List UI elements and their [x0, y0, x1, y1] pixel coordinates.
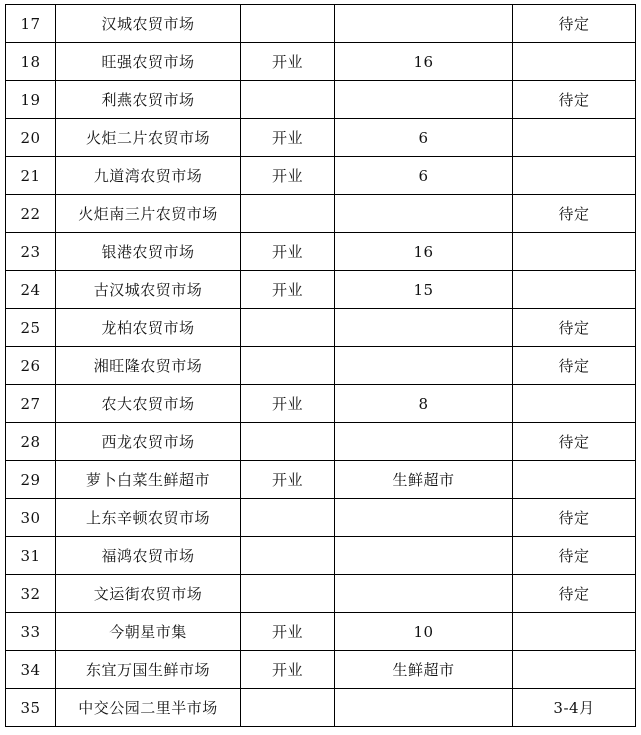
- note-cell: [513, 119, 636, 157]
- status-cell: 开业: [241, 385, 335, 423]
- row-number-cell: 28: [6, 423, 56, 461]
- count-cell: [335, 309, 513, 347]
- note-cell: 待定: [513, 5, 636, 43]
- note-cell: 3-4月: [513, 689, 636, 727]
- row-number-cell: 34: [6, 651, 56, 689]
- note-cell: [513, 385, 636, 423]
- status-cell: 开业: [241, 119, 335, 157]
- table-row: [6, 385, 636, 423]
- count-cell: 8: [335, 385, 513, 423]
- status-cell: 开业: [241, 157, 335, 195]
- count-cell: 生鲜超市: [335, 461, 513, 499]
- note-cell: [513, 613, 636, 651]
- note-cell: [513, 271, 636, 309]
- note-cell: 待定: [513, 347, 636, 385]
- note-cell: 待定: [513, 195, 636, 233]
- status-cell: 开业: [241, 271, 335, 309]
- count-cell: 16: [335, 43, 513, 81]
- count-cell: 10: [335, 613, 513, 651]
- count-cell: [335, 575, 513, 613]
- row-number-cell: 18: [6, 43, 56, 81]
- table-row: [6, 689, 636, 727]
- market-name-cell: 萝卜白菜生鲜超市: [56, 461, 241, 499]
- row-number-cell: 24: [6, 271, 56, 309]
- status-cell: [241, 81, 335, 119]
- row-number-cell: 19: [6, 81, 56, 119]
- market-name-cell: 火炬南三片农贸市场: [56, 195, 241, 233]
- row-number-cell: 29: [6, 461, 56, 499]
- table-row: [6, 43, 636, 81]
- count-cell: [335, 499, 513, 537]
- row-number-cell: 33: [6, 613, 56, 651]
- status-cell: [241, 309, 335, 347]
- table-row: [6, 613, 636, 651]
- status-cell: [241, 537, 335, 575]
- row-number-cell: 31: [6, 537, 56, 575]
- note-cell: 待定: [513, 537, 636, 575]
- table-row: [6, 651, 636, 689]
- market-name-cell: 火炬二片农贸市场: [56, 119, 241, 157]
- row-number-cell: 17: [6, 5, 56, 43]
- table-row: [6, 423, 636, 461]
- row-number-cell: 30: [6, 499, 56, 537]
- table-row: [6, 575, 636, 613]
- market-table: [5, 4, 636, 727]
- count-cell: 15: [335, 271, 513, 309]
- market-name-cell: 利燕农贸市场: [56, 81, 241, 119]
- note-cell: 待定: [513, 81, 636, 119]
- status-cell: [241, 347, 335, 385]
- row-number-cell: 25: [6, 309, 56, 347]
- count-cell: 生鲜超市: [335, 651, 513, 689]
- status-cell: [241, 575, 335, 613]
- count-cell: 16: [335, 233, 513, 271]
- note-cell: [513, 233, 636, 271]
- note-cell: [513, 651, 636, 689]
- market-name-cell: 东宜万国生鲜市场: [56, 651, 241, 689]
- table-row: [6, 195, 636, 233]
- market-name-cell: 福鸿农贸市场: [56, 537, 241, 575]
- status-cell: 开业: [241, 613, 335, 651]
- status-cell: [241, 689, 335, 727]
- status-cell: [241, 423, 335, 461]
- market-name-cell: 龙柏农贸市场: [56, 309, 241, 347]
- row-number-cell: 32: [6, 575, 56, 613]
- market-name-cell: 西龙农贸市场: [56, 423, 241, 461]
- market-name-cell: 汉城农贸市场: [56, 5, 241, 43]
- note-cell: [513, 43, 636, 81]
- table-row: [6, 309, 636, 347]
- row-number-cell: 20: [6, 119, 56, 157]
- table-row: [6, 271, 636, 309]
- market-name-cell: 九道湾农贸市场: [56, 157, 241, 195]
- note-cell: 待定: [513, 309, 636, 347]
- market-name-cell: 中交公园二里半市场: [56, 689, 241, 727]
- market-name-cell: 今朝星市集: [56, 613, 241, 651]
- count-cell: 6: [335, 157, 513, 195]
- market-name-cell: 银港农贸市场: [56, 233, 241, 271]
- market-name-cell: 农大农贸市场: [56, 385, 241, 423]
- status-cell: [241, 499, 335, 537]
- count-cell: [335, 81, 513, 119]
- status-cell: 开业: [241, 43, 335, 81]
- note-cell: [513, 157, 636, 195]
- row-number-cell: 23: [6, 233, 56, 271]
- market-name-cell: 旺强农贸市场: [56, 43, 241, 81]
- count-cell: [335, 195, 513, 233]
- table-row: [6, 157, 636, 195]
- market-name-cell: 古汉城农贸市场: [56, 271, 241, 309]
- note-cell: 待定: [513, 575, 636, 613]
- count-cell: [335, 423, 513, 461]
- note-cell: 待定: [513, 423, 636, 461]
- table-row: [6, 499, 636, 537]
- table-row: [6, 461, 636, 499]
- market-name-cell: 文运街农贸市场: [56, 575, 241, 613]
- row-number-cell: 35: [6, 689, 56, 727]
- row-number-cell: 21: [6, 157, 56, 195]
- count-cell: [335, 537, 513, 575]
- table-row: [6, 5, 636, 43]
- status-cell: [241, 195, 335, 233]
- count-cell: [335, 5, 513, 43]
- status-cell: 开业: [241, 461, 335, 499]
- table-row: [6, 537, 636, 575]
- status-cell: 开业: [241, 651, 335, 689]
- count-cell: [335, 347, 513, 385]
- count-cell: [335, 689, 513, 727]
- market-table-container: [5, 4, 635, 727]
- table-row: [6, 119, 636, 157]
- status-cell: [241, 5, 335, 43]
- row-number-cell: 26: [6, 347, 56, 385]
- table-row: [6, 81, 636, 119]
- row-number-cell: 27: [6, 385, 56, 423]
- row-number-cell: 22: [6, 195, 56, 233]
- note-cell: 待定: [513, 499, 636, 537]
- count-cell: 6: [335, 119, 513, 157]
- table-row: [6, 347, 636, 385]
- table-row: [6, 233, 636, 271]
- note-cell: [513, 461, 636, 499]
- market-name-cell: 上东辛顿农贸市场: [56, 499, 241, 537]
- status-cell: 开业: [241, 233, 335, 271]
- market-name-cell: 湘旺隆农贸市场: [56, 347, 241, 385]
